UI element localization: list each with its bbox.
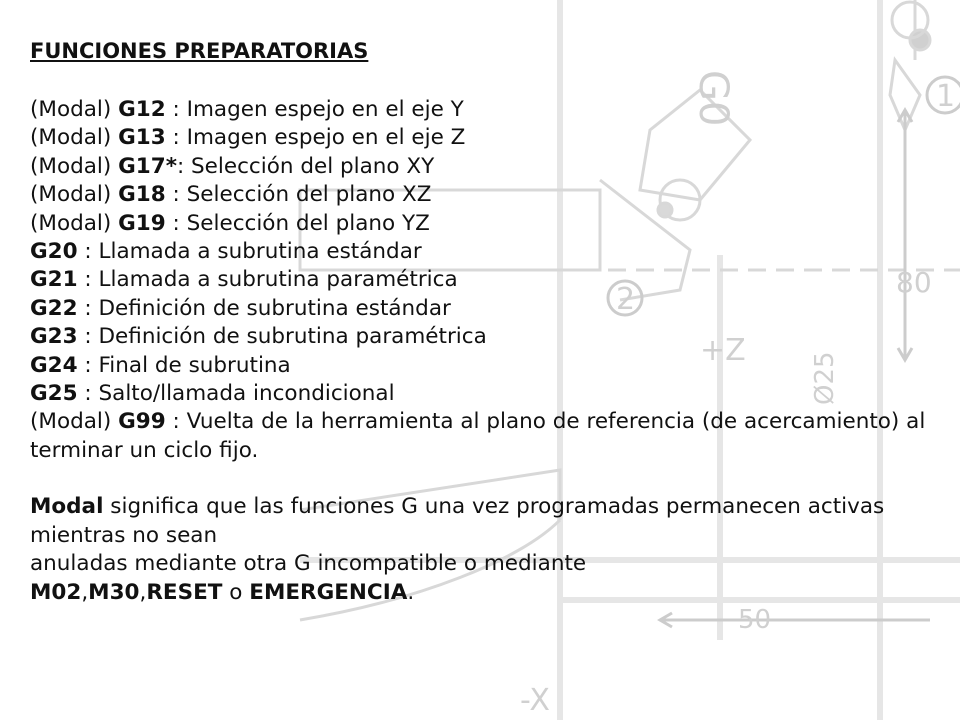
function-code: G12 [118,97,166,122]
modal-prefix: (Modal) [30,409,112,435]
function-code: G13 [118,125,166,151]
function-desc: : Salto/llamada incondicional [77,381,395,407]
function-line-g22 [30,295,940,323]
function-desc: : Imagen espejo en el eje Z [165,125,466,151]
function-line-g20 [30,238,940,266]
circle-2-label: 2 [616,282,636,317]
dimension-50-label: 50 [738,605,772,635]
function-desc: : Llamada a subrutina estándar [77,239,422,265]
function-code: G99 [118,409,166,435]
function-line-g13 [30,124,940,152]
function-line-g18 [30,181,940,209]
function-code: G21 [30,267,78,293]
g-code-partial-label: G0 [690,70,736,127]
function-desc: : Llamada a subrutina paramétrica [77,267,458,293]
minus-x-label: -X [520,683,550,718]
modal-prefix: (Modal) [30,210,112,236]
code-m30: M30 [88,579,140,605]
paragraph-gap [30,465,940,493]
function-line-g17 [30,153,940,181]
function-code: G22 [30,295,78,321]
function-desc: : Final de subrutina [77,352,291,378]
function-code: G18 [118,182,166,208]
function-line-g99-continuation: terminar un ciclo fijo. [30,437,259,463]
period: . [407,579,415,605]
code-emergencia: EMERGENCIA [249,579,408,605]
modal-note-text: significa que las funciones G una vez programadas permanecen activas mientras no sean [30,494,885,548]
modal-note-line-3 [30,579,940,607]
function-code: G19 [118,210,166,236]
or-word: o [222,579,250,605]
comma: , [81,579,89,605]
modal-prefix: (Modal) [30,182,112,208]
diameter-25-label: Ø25 [810,351,840,405]
function-desc: : Definición de subrutina paramétrica [77,324,487,350]
modal-note-line-2: anuladas mediante otra G incompatible o mediante [30,551,587,577]
code-reset: RESET [146,579,223,605]
function-code: G23 [30,324,78,350]
slide-title: FUNCIONES PREPARATORIAS [30,39,369,63]
function-line-g99 [30,408,940,436]
function-desc: : Definición de subrutina estándar [77,295,451,321]
plus-z-label: +Z [700,333,746,368]
code-m02: M02 [30,579,82,605]
modal-prefix: (Modal) [30,97,112,122]
function-desc: : Vuelta de la herramienta al plano de referencia (de acercamiento) al [165,409,926,435]
function-code: G24 [30,352,78,378]
function-line-g25 [30,380,940,408]
function-desc: : Imagen espejo en el eje Y [165,97,464,122]
function-line-g19 [30,210,940,238]
function-line-g21 [30,266,940,294]
function-code: G20 [30,239,78,265]
dimension-80-label: 80 [896,266,932,299]
function-line-g23 [30,323,940,351]
function-desc: : Selección del plano XY [176,153,435,179]
modal-term: Modal [30,494,104,520]
slide-text [30,36,940,607]
modal-prefix: (Modal) [30,125,112,151]
modal-note-line-1 [30,493,940,550]
function-line-g24 [30,352,940,380]
function-desc: : Selección del plano YZ [165,210,430,236]
comma: , [139,579,147,605]
function-desc: : Selección del plano XZ [165,182,432,208]
function-line-g12 [30,96,940,124]
modal-prefix: (Modal) [30,153,112,179]
circle-1-label: 1 [936,79,956,114]
function-code: G17* [118,153,177,179]
function-code: G25 [30,381,78,407]
